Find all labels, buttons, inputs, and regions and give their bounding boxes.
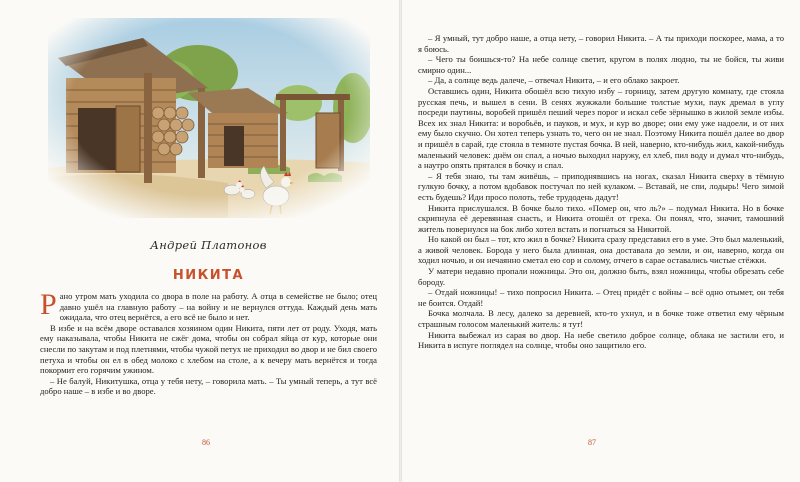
paragraph: В избе и на всём дворе оставался хозяином один Никита, пяти лет от роду. Уходя, мать ему наказывала, чтобы Никита не сжёг дома, чтобы он собрал яйца от кур, которые они снесли по закутам и под плетнями, чтобы чужой петух не приходил во двор и не бил своего петуха и чтобы он ел в обед молоко с хлебом на столе, а к вечеру мать вернётся и тогда покормит его горячим ужином. [40, 322, 377, 376]
author-name: Андрей Платонов [150, 238, 267, 252]
drop-cap: Р [40, 288, 57, 321]
right-text-body [418, 33, 784, 351]
page-number-left: 86 [202, 438, 210, 447]
paragraph: Оставшись один, Никита обошёл всю тихую избу – горницу, затем другую комнату, где стояла русская печь, и вышел в сени. В сенях жужжали большие толстые мухи, паук дремал в углу посреди паутины, воробей пришёл пеший через порог и искал себе зёрнышко в жилой земле избы. Всех их знал Никита: и воробьёв, и пауков, и мух, и кур во дворе; они ему уже надоели, и от них ему было скучно. Он хотел теперь узнать то, чего он не знал. Поэтому Никита пошёл далее во двор и пришёл в сарай, где стояла в темноте пустая бочка. В ней, наверно, кто-нибудь жил, какой-нибудь маленький человек: днём он спал, а ночью выходил наружу, ел хлеб, пил воду и думал что-нибудь, а наутро опять прятался в бочку и спал. [418, 85, 784, 171]
paragraph: – Я тебя знаю, ты там живёшь, – приподнявшись на ногах, сказал Никита сверху в тёмную гулкую бочку, а потом вдобавок постучал по ней кулаком. – Вставай, не спи, лодырь! Чего зимой есть будешь? Иди просо полоть, тебе трудодень дадут! [418, 170, 784, 202]
left-page [0, 0, 399, 482]
paragraph: – Не балуй, Никитушка, отца у тебя нету, – говорила мать. – Ты умный теперь, а тут всё добро наше – в избе и во дворе. [40, 375, 377, 397]
right-page [402, 0, 800, 482]
paragraph: – Я умный, тут добро наше, а отца нету, – говорил Никита. – А ты приходи поскорее, мама, а то я боюсь. [418, 33, 784, 54]
paragraph: У матери недавно пропали ножницы. Это он, должно быть, взял ножницы, чтобы обрезать себе бороду. [418, 266, 784, 287]
paragraph: – Чего ты боишься-то? На небе солнце светит, кругом в полях людно, ты не бойся, ты живи смирно один... [418, 54, 784, 75]
paragraph: – Отдай ножницы! – тихо попросил Никита. – Отец придёт с войны – всё одно отымет, он тебя не боится. Отдай! [418, 287, 784, 308]
story-title: НИКИТА [172, 268, 245, 283]
paragraph: Бочка молчала. В лесу, далеко за деревней, кто-то ухнул, и в бочке тоже ответил ему чёрным страшным голосом маленький житель: я тут! [418, 308, 784, 330]
left-text-body [40, 288, 377, 397]
paragraph: Но какой он был – тот, кто жил в бочке? Никита сразу представил его в уме. Это был маленький, а живой человек. Борода у него была длинная, она доставала до земли, и он, наверно, когда он ходил ночью, и он нечаянно сметал ею сор и солому, отчего в сарае оставались чистые стёжки. [418, 234, 784, 266]
paragraph: – Да, а солнце ведь далече, – отвечал Никита, – и его облако закроет. [428, 75, 680, 86]
farmyard-illustration [48, 18, 370, 218]
page-number-right: 87 [588, 438, 596, 447]
paragraph: Рано утром мать уходила со двора в поле на работу. А отца в семействе не было; отец давно ушёл на главную работу – на войну и не вернулся оттуда. Каждый день мать ожидала, что отец вернётся, а его всё не было и нет. [40, 288, 377, 323]
paragraph: Никита выбежал из сарая во двор. На небе светило доброе солнце, облака не застили его, и Никита в испуге поглядел на солнце, чтобы оно защитило его. [418, 329, 784, 351]
paragraph: Никита прислушался. В бочке было тихо. «Помер он, что ль?» – подумал Никита. Но в бочке скрипнула её деревянная снасть, и Никита отошёл от греха. Он понял, что, значит, тамошний житель повернулся на бок либо хотел встать и погнаться за Никитой. [418, 202, 784, 234]
